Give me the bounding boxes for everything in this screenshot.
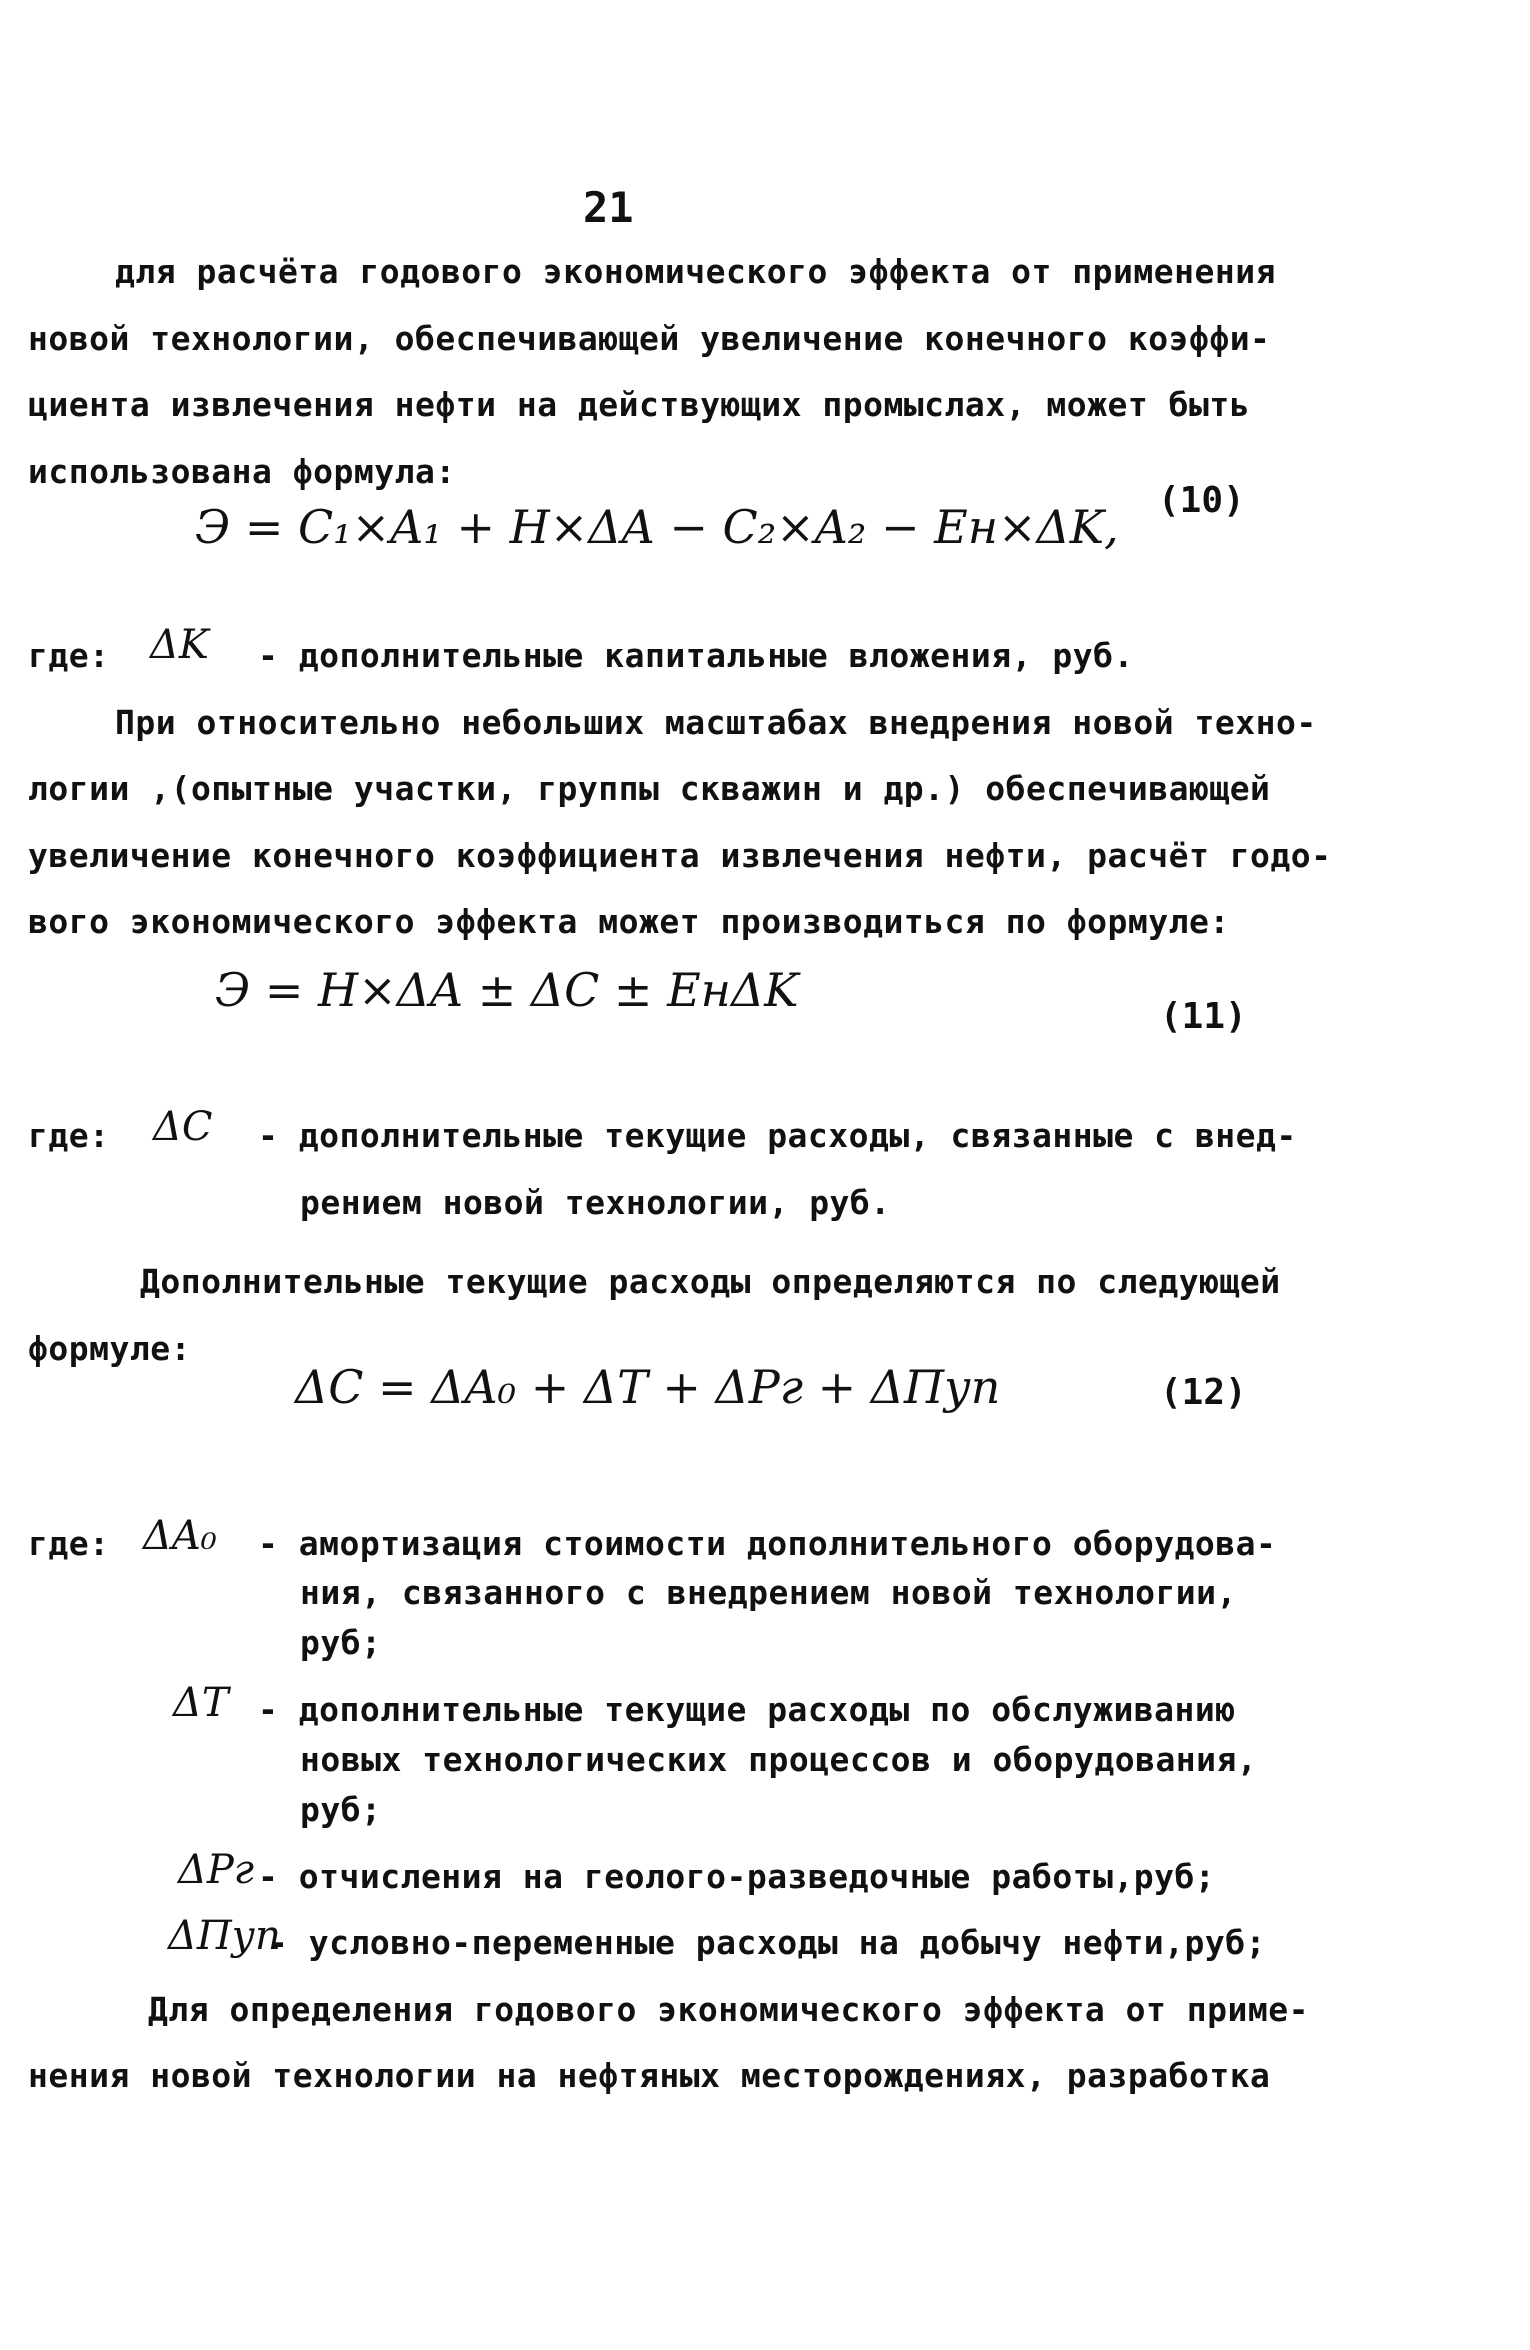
text-line: нения новой технологии на нефтяных месторождениях, разработка	[28, 2056, 1271, 2095]
symbol-delta-a0: ΔA₀	[143, 1513, 217, 1559]
symbol-delta-pup: ΔПуп	[168, 1913, 281, 1959]
symbol-delta-k: ΔK	[150, 622, 209, 668]
text-line: - дополнительные капитальные вложения, руб.	[258, 636, 1134, 675]
formula-11: Э = H×ΔA ± ΔC ± EнΔK	[215, 963, 799, 1017]
text-line: - амортизация стоимости дополнительного оборудова-	[258, 1524, 1277, 1563]
text-line: где:	[28, 1524, 110, 1563]
text-line: увеличение конечного коэффициента извлечения нефти, расчёт годо-	[28, 836, 1332, 875]
text-line: Дополнительные текущие расходы определяются по следующей	[140, 1262, 1281, 1301]
text-line: руб;	[300, 1790, 382, 1829]
text-line: вого экономического эффекта может производиться по формуле:	[28, 902, 1230, 941]
text-line: - дополнительные текущие расходы, связанные с внед-	[258, 1116, 1297, 1155]
text-line: циента извлечения нефти на действующих промыслах, может быть	[28, 385, 1251, 424]
page-number: 21	[583, 183, 634, 232]
equation-number-10: (10)	[1158, 480, 1245, 521]
equation-number-12: (12)	[1160, 1372, 1247, 1413]
text-line: формуле:	[28, 1329, 191, 1368]
formula-10: Э = C₁×A₁ + H×ΔA − C₂×A₂ − Eн×ΔK,	[195, 500, 1119, 554]
text-line: логии ,(опытные участки, группы скважин и др.) обеспечивающей	[28, 769, 1271, 808]
text-line: где:	[28, 636, 110, 675]
text-line: для расчёта годового экономического эффекта от применения	[115, 252, 1276, 291]
formula-12: ΔC = ΔA₀ + ΔT + ΔPг + ΔПуп	[295, 1360, 1001, 1414]
text-line: - отчисления на геолого-разведочные работы,руб;	[258, 1857, 1216, 1896]
text-line: использована формула:	[28, 452, 456, 491]
text-line: При относительно небольших масштабах внедрения новой техно-	[115, 703, 1317, 742]
text-line: новой технологии, обеспечивающей увеличение конечного коэффи-	[28, 319, 1271, 358]
symbol-delta-c: ΔC	[153, 1104, 213, 1150]
text-line: Для определения годового экономического эффекта от приме-	[148, 1990, 1309, 2029]
text-line: - дополнительные текущие расходы по обслуживанию	[258, 1690, 1236, 1729]
symbol-delta-pr: ΔPг	[178, 1847, 255, 1893]
text-line: рением новой технологии, руб.	[300, 1183, 891, 1222]
text-line: где:	[28, 1116, 110, 1155]
text-line: ния, связанного с внедрением новой технологии,	[300, 1573, 1237, 1612]
symbol-delta-t: ΔT	[173, 1680, 229, 1726]
text-line: новых технологических процессов и оборудования,	[300, 1740, 1258, 1779]
equation-number-11: (11)	[1160, 996, 1247, 1037]
text-line: - условно-переменные расходы на добычу нефти,руб;	[268, 1923, 1267, 1962]
text-line: руб;	[300, 1623, 382, 1662]
